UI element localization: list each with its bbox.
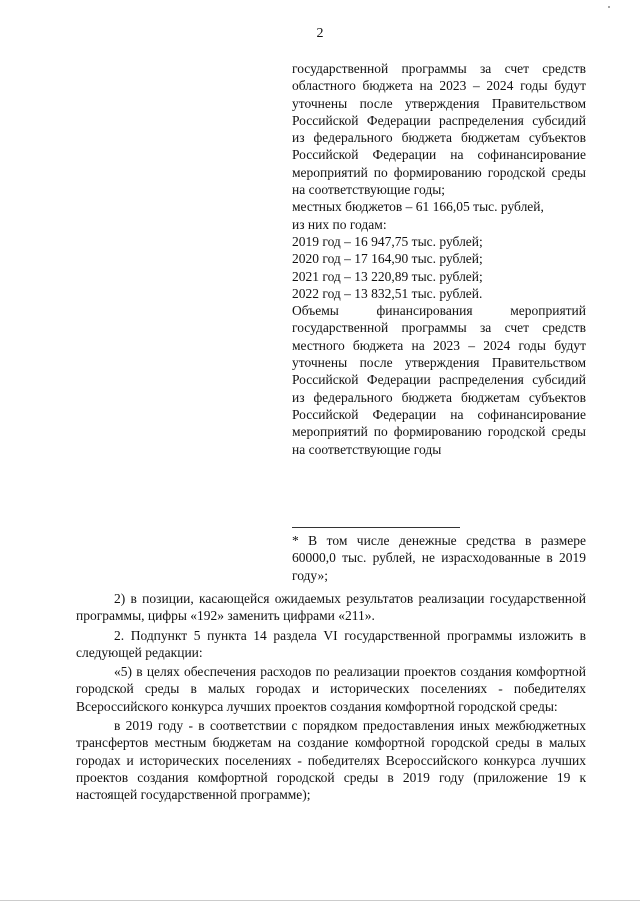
page-number: 2 — [316, 26, 324, 41]
year-line: 2022 год – 13 832,51 тыс. рублей. — [292, 285, 483, 301]
year-line: 2019 год – 16 947,75 тыс. рублей; — [292, 233, 483, 249]
year-line: 2020 год – 17 164,90 тыс. рублей; — [292, 251, 483, 267]
footnote-divider — [292, 527, 460, 528]
by-years-label: из них по годам: — [292, 216, 387, 232]
paragraph: 2. Подпункт 5 пункта 14 раздела VI государственной программы изложить в следующей редакции: — [76, 627, 586, 660]
scan-dot — [608, 6, 610, 8]
local-budget-total: местных бюджетов – 61 166,05 тыс. рублей, — [292, 199, 544, 215]
paragraph: «5) в целях обеспечения расходов по реализации проектов создания комфортной городской среды в малых городах и исторических поселениях - победителях Всероссийского конкурса лучших проектов создания комфортной городской среды: — [76, 664, 586, 714]
document-body — [76, 590, 586, 806]
local-budget-note: Объемы финансирования мероприятий государственной программы за счет средств местного бюджета на 2023 – 2024 годы будут уточнены после утверждения Правительством Российской Федерации распределения субсидий из федерального бюджета бюджетам субъектов Российской Федерации на софинансирование мероприятий по формированию городской среды на соответствующие годы — [292, 303, 586, 457]
paragraph: в 2019 году - в соответствии с порядком предоставления иных межбюджетных трансфертов местным бюджетам на создание комфортной городской среды в малых городах и исторических поселениях - победителях Всероссийского конкурса лучших проектов создания комфортной городской среды в 2019 году (приложение 19 к настоящей государственной программе); — [76, 718, 586, 803]
scan-edge — [0, 900, 640, 901]
funding-column — [292, 60, 586, 458]
year-line: 2021 год – 13 220,89 тыс. рублей; — [292, 268, 483, 284]
footnote: * В том числе денежные средства в размере 60000,0 тыс. рублей, не израсходованные в 2019 году»; — [292, 533, 586, 583]
paragraph: 2) в позиции, касающейся ожидаемых результатов реализации государственной программы, цифры «192» заменить цифрами «211». — [76, 591, 586, 624]
regional-budget-note: государственной программы за счет средств областного бюджета на 2023 – 2024 годы будут уточнены после утверждения Правительством Российской Федерации распределения субсидий из федерального бюджета бюджетам субъектов Российской Федерации на софинансирование мероприятий по формированию городской среды на соответствующие годы; — [292, 61, 586, 198]
